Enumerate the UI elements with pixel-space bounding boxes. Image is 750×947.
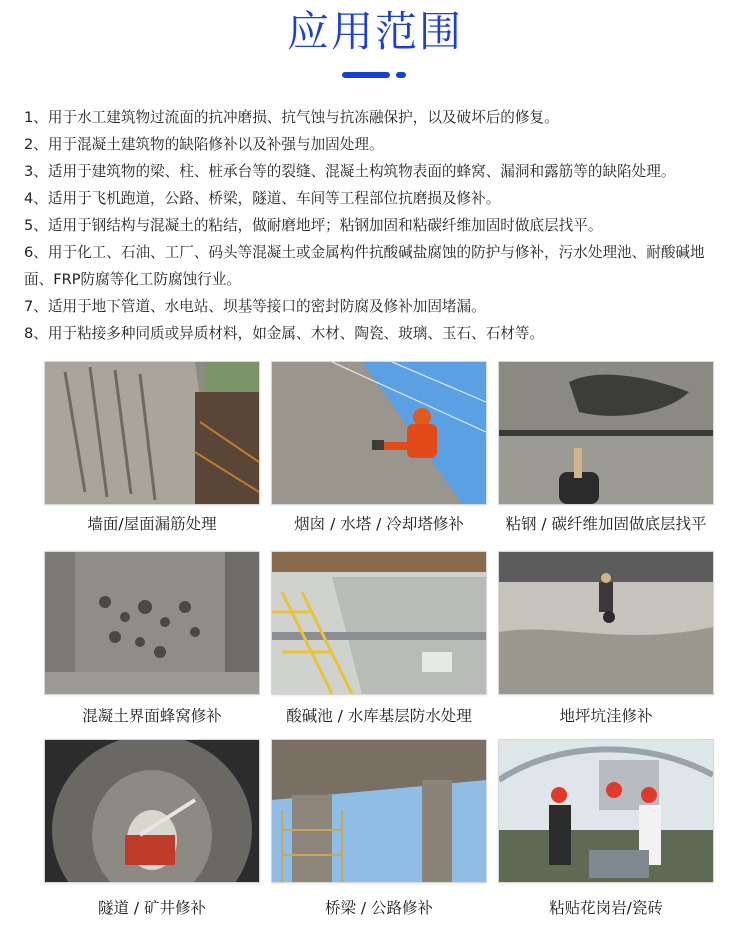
caption-granite-bonding: 粘贴花岗岩/瓷砖 <box>549 899 663 917</box>
caption-acid-pool: 酸碱池 / 水库基层防水处理 <box>286 707 472 725</box>
underline-short <box>396 72 406 78</box>
photo-steel-bonding <box>499 362 713 504</box>
caption-steel-bonding: 粘钢 / 碳纤维加固做底层找平 <box>505 515 707 533</box>
list-item: 6、用于化工、石油、工厂、码头等混凝土或金属构件抗酸碱盐腐蚀的防护与修补，污水处理池、耐酸碱地面、FRP防腐等化工防腐蚀行业。 <box>24 244 705 288</box>
photo-granite-bonding <box>499 740 713 882</box>
caption-tunnel-repair: 隧道 / 矿井修补 <box>97 899 207 917</box>
photo-tunnel-repair <box>45 740 259 882</box>
caption-floor-repair: 地坪坑洼修补 <box>559 707 653 725</box>
application-list <box>24 104 732 347</box>
photo-acid-pool <box>272 552 486 694</box>
caption-honeycomb-repair: 混凝土界面蜂窝修补 <box>82 707 222 725</box>
list-item: 3、适用于建筑物的梁、柱、桩承台等的裂缝、混凝土构筑物表面的蜂窝、漏洞和露筋等的缺陷处理。 <box>24 163 676 180</box>
list-item: 7、适用于地下管道、水电站、坝基等接口的密封防腐及修补加固堵漏。 <box>24 298 486 315</box>
list-item: 5、适用于钢结构与混凝土的粘结，做耐磨地坪；粘钢加固和粘碳纤维加固时做底层找平。 <box>24 217 603 234</box>
photo-bridge-repair <box>272 740 486 882</box>
underline-long <box>342 72 390 78</box>
list-item: 4、适用于飞机跑道，公路、桥梁，隧道、车间等工程部位抗磨损及修补。 <box>24 190 501 207</box>
list-item: 8、用于粘接多种同质或异质材料，如金属、木材、陶瓷、玻璃、玉石、石材等。 <box>24 325 545 342</box>
caption-chimney-repair: 烟囱 / 水塔 / 冷却塔修补 <box>294 515 464 533</box>
photo-floor-repair <box>499 552 713 694</box>
photo-honeycomb-repair <box>45 552 259 694</box>
photo-chimney-repair <box>272 362 486 504</box>
caption-wall-rebar: 墙面/屋面漏筋处理 <box>87 515 217 533</box>
page-title: 应用范围 <box>286 7 463 56</box>
caption-bridge-repair: 桥梁 / 公路修补 <box>324 899 434 917</box>
list-item: 1、用于水工建筑物过流面的抗冲磨损、抗气蚀与抗冻融保护，以及破坏后的修复。 <box>24 109 559 126</box>
list-item: 2、用于混凝土建筑物的缺陷修补以及补强与加固处理。 <box>24 136 384 153</box>
photo-wall-rebar <box>45 362 259 504</box>
